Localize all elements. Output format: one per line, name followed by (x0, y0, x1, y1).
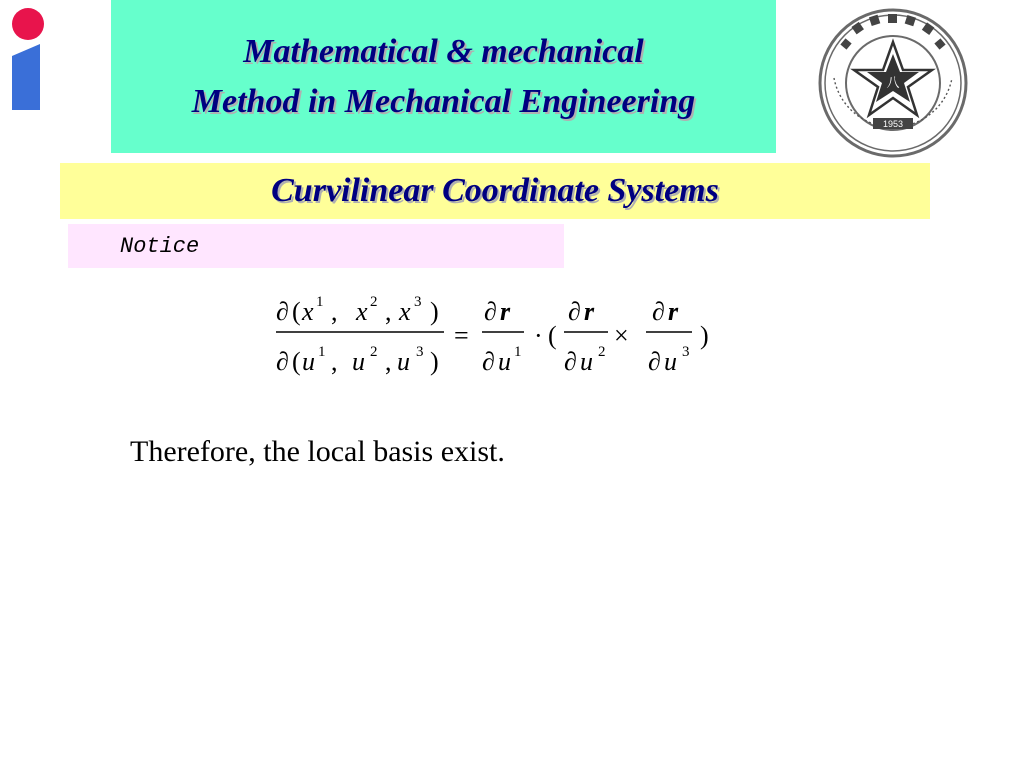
jacobian-formula (272, 282, 722, 382)
body-text: Therefore, the local basis exist. (130, 435, 505, 468)
svg-text:): ) (700, 321, 709, 350)
seal-year: 1953 (882, 119, 904, 129)
seal-center-char: 八 (886, 76, 900, 91)
notice-label: Notice (120, 234, 200, 259)
svg-text:1: 1 (514, 344, 522, 360)
svg-text:∂ u: ∂ u (482, 347, 511, 376)
section-title: Curvilinear Coordinate Systems (271, 172, 719, 209)
equals-sign: = (454, 321, 469, 350)
lhs-den-partial: ∂ (276, 347, 289, 376)
svg-text:3: 3 (682, 344, 690, 360)
svg-text:1 2 3: 1 2 3 (316, 294, 422, 310)
cross-product: × (614, 321, 629, 350)
svg-text:(: ( (548, 321, 557, 350)
svg-text:∂ r: ∂ r (484, 297, 511, 326)
university-seal (818, 8, 968, 158)
svg-text:∂ r: ∂ r (652, 297, 679, 326)
header-banner (111, 0, 776, 153)
svg-text:∂ u: ∂ u (648, 347, 677, 376)
dot-product: · (534, 321, 543, 350)
header-title-line2: Method in Mechanical Engineering (191, 82, 696, 120)
svg-text:∂ r: ∂ r (568, 297, 595, 326)
svg-text:1 2 3: 1 2 3 (318, 344, 424, 360)
svg-text:2: 2 (598, 344, 606, 360)
svg-text:∂ ( x , x: ∂ ( x , x , x ) (276, 297, 439, 326)
notice-bar (68, 224, 564, 268)
svg-text:∂ u: ∂ u (564, 347, 593, 376)
institution-i-logo (10, 6, 46, 110)
section-title-bar (60, 163, 930, 219)
header-title-line1: Mathematical & mechanical (243, 32, 644, 70)
lhs-num-partial: ∂ (276, 297, 289, 326)
svg-text:∂ ( u , u: ∂ ( u , u , u ) (276, 347, 439, 376)
